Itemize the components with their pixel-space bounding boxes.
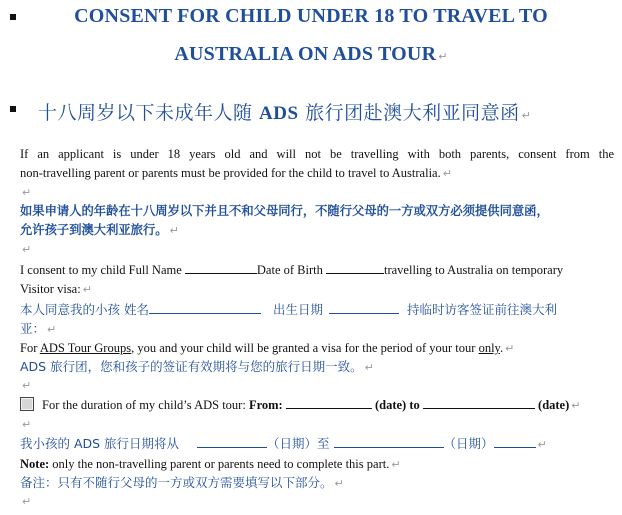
paragraph-mark: ↵	[521, 109, 532, 122]
consent-zh-line2: 亚： ↵	[20, 321, 57, 336]
note-zh-line: 备注：只有不随行父母的一方或双方需要填写以下部分。 ↵	[20, 475, 344, 490]
only-emphasis: only	[478, 341, 500, 355]
full-name-field[interactable]	[185, 261, 257, 274]
heading-zh-bullet	[10, 106, 16, 112]
duration-line: For the duration of my child’s ADS tour: From: (date) to (date) ↵	[42, 398, 581, 412]
ads-tour-groups-link[interactable]: ADS Tour Groups	[39, 341, 132, 355]
blank-line: ↵	[22, 243, 32, 256]
note-line: Note: only the non-travelling parent or parents need to complete this part. ↵	[20, 457, 401, 471]
duration-checkbox[interactable]	[20, 397, 34, 411]
blank-line: ↵	[22, 186, 32, 199]
consent-line1: I consent to my child Full Name Date of Birth travelling to Australia on temporary	[20, 263, 564, 277]
intro-line2: non-travelling parent or parents must be provided for the child to travel to Australia. ↵	[20, 166, 452, 180]
consent-zh-line1: 本人同意我的小孩 姓名 出生日期 持临时访客签证前往澳大利	[20, 302, 557, 317]
from-date-field[interactable]	[286, 396, 372, 409]
to-date-field[interactable]	[423, 396, 535, 409]
intro-zh-line2: 允许孩子到澳大利亚旅行。 ↵	[20, 223, 179, 237]
blank-line: ↵	[22, 418, 32, 431]
duration-zh-line: 我小孩的 ADS 旅行日期将从 （日期）至 （日期） ↵	[20, 436, 547, 451]
heading-en-line2: AUSTRALIA ON ADS TOUR ↵	[174, 43, 448, 65]
intro-line1: If an applicant is under 18 years old and will not be travelling with both parents, consent from the	[20, 147, 614, 161]
blank-line: ↵	[22, 379, 32, 392]
ads-groups-zh-line: ADS 旅行团，您和孩子的签证有效期将与您的旅行日期一致。 ↵	[20, 359, 374, 374]
date-of-birth-field[interactable]	[326, 261, 384, 274]
heading-en-line1: CONSENT FOR CHILD UNDER 18 TO TRAVEL TO	[74, 5, 548, 27]
zh-dob-field[interactable]	[329, 301, 399, 314]
zh-name-field[interactable]	[149, 301, 261, 314]
cutoff-text-fragment	[215, 508, 295, 514]
consent-line2: Visitor visa: ↵	[20, 282, 92, 296]
zh-line-tail	[494, 435, 536, 448]
ads-groups-line: For ADS Tour Groups, you and your child will be granted a visa for the period of your tour only. ↵	[20, 341, 515, 355]
paragraph-mark: ↵	[438, 50, 448, 63]
zh-to-date-field[interactable]	[334, 435, 444, 448]
blank-line: ↵	[22, 495, 32, 508]
heading-zh: 十八周岁以下未成年人随 ADS 旅行团赴澳大利亚同意函 ↵	[38, 102, 532, 124]
intro-zh-line1: 如果申请人的年龄在十八周岁以下并且不和父母同行，不随行父母的一方或双方必须提供同意函，	[20, 204, 549, 218]
zh-from-date-field[interactable]	[197, 435, 267, 448]
